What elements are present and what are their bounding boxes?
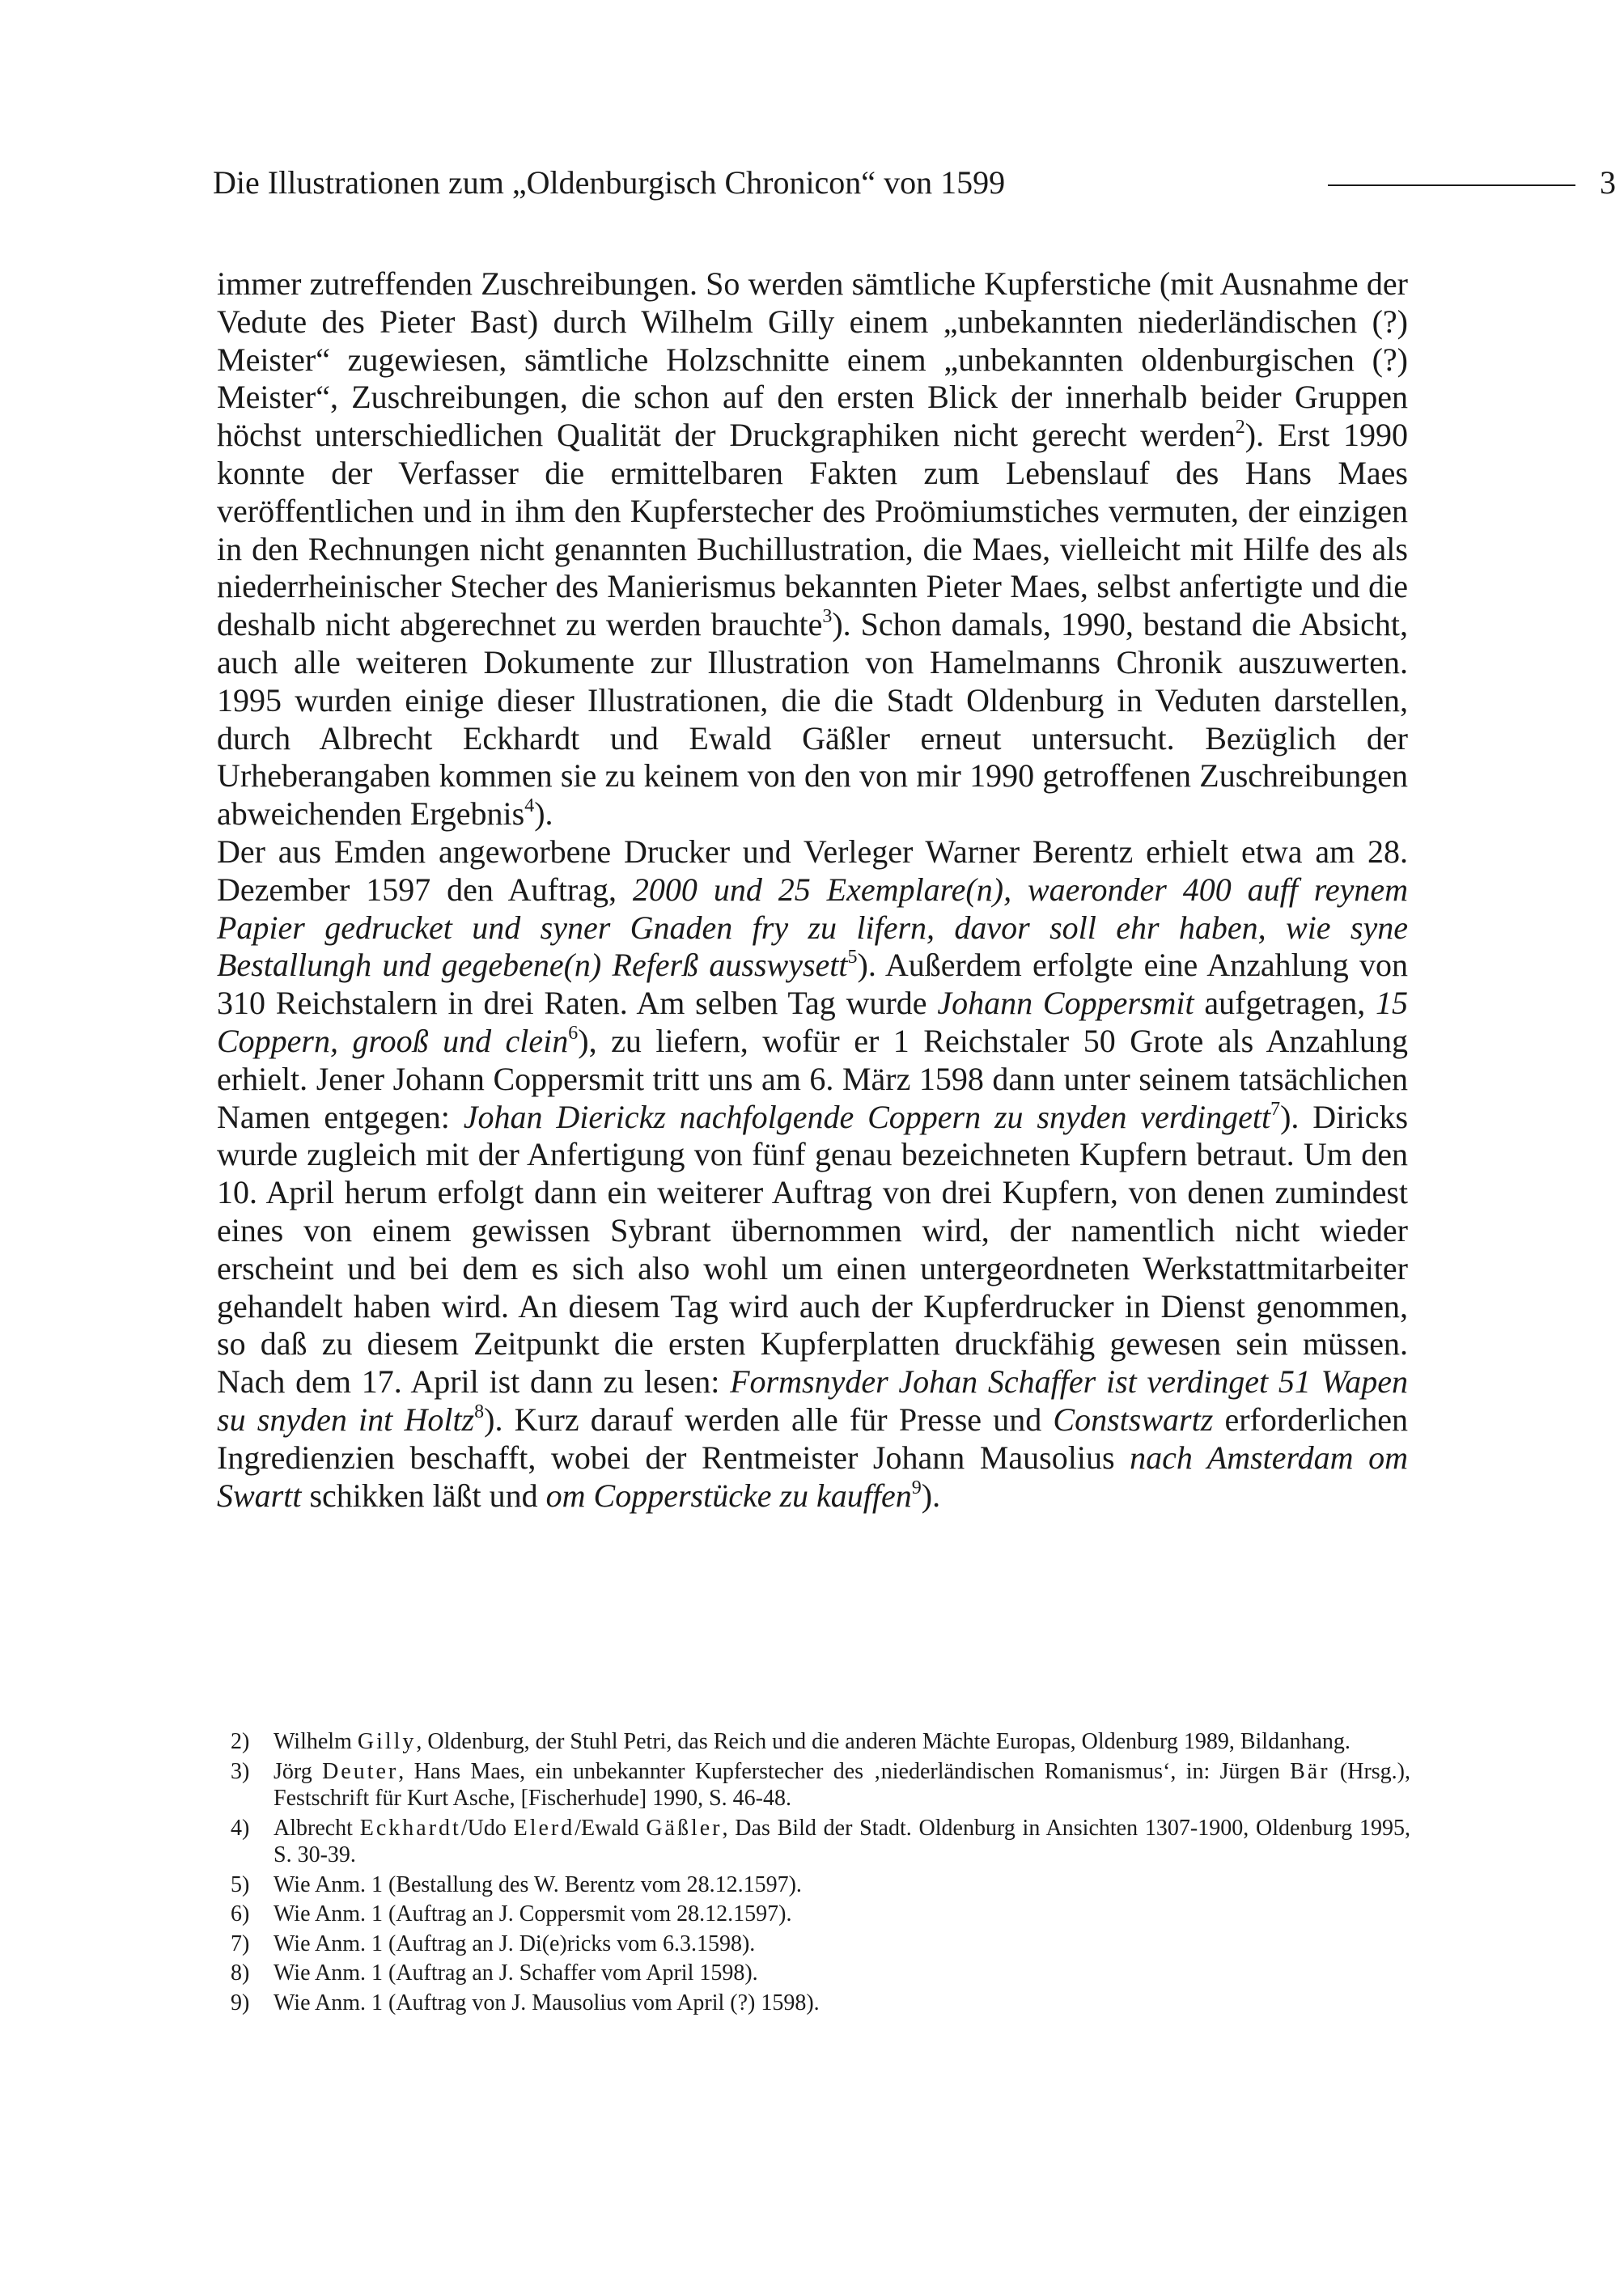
- footnote-8: [213, 1960, 1410, 1987]
- quote-italic: 15 Coppern, grooß und clein: [217, 985, 1409, 1059]
- footnote-ref-3: 3: [822, 606, 833, 628]
- footnote-ref-6: 6: [568, 1022, 579, 1044]
- text-run: ). Erst 1990 konnte der Verfasser die ermittelbaren Fakten zum Lebenslauf des Hans Maes veröffentlichen und in ihm den Kupferstecher des Proömiumstiches vermuten, der einzigen in den Rechnungen nicht genannten Buchillustration, die Maes, vielleicht mit Hilfe des als niederrheinischer Stecher des Manierismus bekannten Pieter Maes, selbst anfertigte und die deshalb nicht abgerechnet zu werden brauchte: [217, 417, 1408, 643]
- text-run: ). Außerdem erfolgte eine Anzahlung von 310 Reichstalern in drei Raten. Am selben Tag wurde: [217, 947, 1408, 1022]
- quote-italic: Johann Coppersmit: [937, 985, 1194, 1022]
- footnote-3: [213, 1758, 1410, 1812]
- text-run: ). Kurz darauf werden alle für Presse und: [484, 1401, 1054, 1438]
- text-run: ). Schon damals, 1990, bestand die Absicht, auch alle weiteren Dokumente zur Illustration von Hamelmanns Chronik auszuwerten. 1995 wurden einige dieser Illustrationen, die die Stadt Oldenburg in Veduten darstellen, durch Albrecht Eckhardt und Ewald Gäßler erneut untersucht. Bezüglich der Urheberangaben kommen sie zu keinem von den von mir 1990 getroffenen Zuschreibungen abweichenden Ergebnis: [217, 606, 1408, 833]
- footnote-number: 3): [231, 1758, 250, 1784]
- running-title: Die Illustrationen zum „Oldenburgisch Chronicon“ von 1599: [213, 164, 1006, 201]
- paragraph-2: [217, 833, 1408, 1515]
- author-name: Deuter: [322, 1758, 399, 1784]
- text-run: aufgetragen,: [1194, 985, 1376, 1022]
- text-run: Der aus Emden angeworbene Drucker und Verleger Warner Berentz erhielt etwa am 28. Dezember 1597 den Auftrag,: [217, 833, 1408, 908]
- text-run: erforderlichen Ingredienzien beschafft, wobei der Rentmeister Johann Mausolius: [217, 1401, 1408, 1476]
- footnote-text: Wie Anm. 1 (Auftrag an J. Schaffer vom April 1598).: [273, 1960, 758, 1986]
- footnote-text: , Das Bild der Stadt. Oldenburg in Ansichten 1307-1900, Oldenburg 1995, S. 30-39.: [273, 1815, 1410, 1867]
- author-name: Elerd: [513, 1815, 575, 1841]
- page-number: 3: [1600, 164, 1616, 201]
- footnotes: [213, 1728, 1410, 2016]
- footnote-ref-2: 2: [1235, 417, 1245, 439]
- footnote-ref-7: 7: [1270, 1098, 1281, 1120]
- footnote-ref-4: 4: [524, 795, 535, 817]
- text-run: immer zutreffenden Zuschreibungen. So werden sämtliche Kupferstiche (mit Ausnahme der Vedute des Pieter Bast) durch Wilhelm Gilly einem „unbekannten niederländischen (?) Meister“ zugewiesen, sämtliche Holzschnitte einem „unbekannten oldenburgischen (?) Meister“, Zuschreibungen, die schon auf den ersten Blick der innerhalb beider Gruppen höchst unterschiedlichen Qualität der Druckgraphiken nicht gerecht werden: [217, 265, 1408, 454]
- footnote-ref-9: 9: [911, 1477, 922, 1498]
- text-run: ).: [534, 795, 553, 833]
- footnote-text: Albrecht: [273, 1815, 360, 1841]
- footnote-text: Wilhelm: [273, 1729, 358, 1754]
- text-run: ), zu liefern, wofür er 1 Reichstaler 50 Grote als Anzahlung erhielt. Jener Johann Coppersmit tritt uns am 6. März 1598 dann unter seinem tatsächlichen Namen entgegen:: [217, 1022, 1408, 1135]
- footnote-text: Wie Anm. 1 (Auftrag an J. Di(e)ricks vom 6.3.1598).: [273, 1931, 756, 1956]
- footnote-text: , Oldenburg, der Stuhl Petri, das Reich und die anderen Mächte Europas, Oldenburg 1989, Bildanhang.: [416, 1729, 1351, 1754]
- header-rule: [1328, 184, 1575, 186]
- footnote-number: 4): [231, 1815, 250, 1841]
- quote-italic: nach Amsterdam om Swartt: [217, 1439, 1409, 1514]
- footnote-text: Wie Anm. 1 (Auftrag an J. Coppersmit vom 28.12.1597).: [273, 1901, 792, 1926]
- footnote-number: 5): [231, 1871, 250, 1897]
- author-name: Gäßler: [646, 1815, 723, 1841]
- quote-italic: om Copperstücke zu kauffen: [545, 1477, 912, 1514]
- footnote-9: [213, 1990, 1410, 2017]
- main-text: [217, 265, 1408, 1515]
- footnote-number: 7): [231, 1931, 250, 1956]
- author-name: Eckhardt: [359, 1815, 461, 1841]
- footnote-5: [213, 1871, 1410, 1899]
- footnote-7: [213, 1931, 1410, 1958]
- paragraph-1: [217, 265, 1408, 833]
- quote-italic: 2000 und 25 Exemplare(n), waeronder 400 auff reynem Papier gedrucket und syner Gnaden fry zu lifern, davor soll ehr haben, wie syne Bestallungh und gegebene(n) Referß ausswysett: [217, 871, 1408, 984]
- footnote-number: 2): [231, 1729, 250, 1754]
- footnote-text: /Udo: [460, 1815, 514, 1841]
- footnote-text: Wie Anm. 1 (Bestallung des W. Berentz vom 28.12.1597).: [273, 1871, 802, 1897]
- running-header: [213, 159, 1616, 207]
- footnote-6: [213, 1901, 1410, 1928]
- footnote-text: (Hrsg.), Festschrift für Kurt Asche, [Fischerhude] 1990, S. 46-48.: [273, 1758, 1411, 1811]
- text-run: schikken läßt und: [301, 1477, 546, 1514]
- footnote-text: Wie Anm. 1 (Auftrag von J. Mausolius vom April (?) 1598).: [273, 1990, 820, 2015]
- author-name: Gilly: [357, 1729, 417, 1754]
- author-name: Bär: [1290, 1758, 1330, 1784]
- quote-italic: Formsnyder Johan Schaffer ist verdinget 51 Wapen su snyden int Holtz: [217, 1363, 1408, 1438]
- quote-italic: Constswartz: [1053, 1401, 1214, 1438]
- footnote-text: /Ewald: [575, 1815, 647, 1841]
- footnote-number: 8): [231, 1960, 250, 1986]
- text-run: ). Diricks wurde zugleich mit der Anfertigung von fünf genau bezeichneten Kupfern betraut. Um den 10. April herum erfolgt dann ein weiterer Auftrag von drei Kupfern, von denen zumindest eines von einem gewissen Sybrant übernommen wird, der namentlich nicht wieder erscheint und bei dem es sich also wohl um einen untergeordneten Werkstattmitarbeiter gehandelt haben wird. An diesem Tag wird auch der Kupferdrucker in Dienst genommen, so daß zu diesem Zeitpunkt die ersten Kupferplatten druckfähig gewesen sein müssen. Nach dem 17. April ist dann zu lesen:: [217, 1098, 1409, 1401]
- footnote-4: [213, 1815, 1410, 1869]
- footnote-number: 6): [231, 1901, 250, 1926]
- footnote-number: 9): [231, 1990, 250, 2015]
- footnote-text: , Hans Maes, ein unbekannter Kupferstecher des ‚niederländischen Romanismus‘, in: Jürgen: [398, 1758, 1291, 1784]
- text-run: ).: [921, 1477, 941, 1514]
- footnote-ref-5: 5: [847, 947, 858, 968]
- footnote-2: [213, 1728, 1410, 1756]
- quote-italic: Johan Dierickz nachfolgende Coppern zu snyden verdingett: [463, 1098, 1271, 1135]
- footnote-text: Jörg: [273, 1758, 323, 1784]
- footnote-ref-8: 8: [474, 1401, 485, 1422]
